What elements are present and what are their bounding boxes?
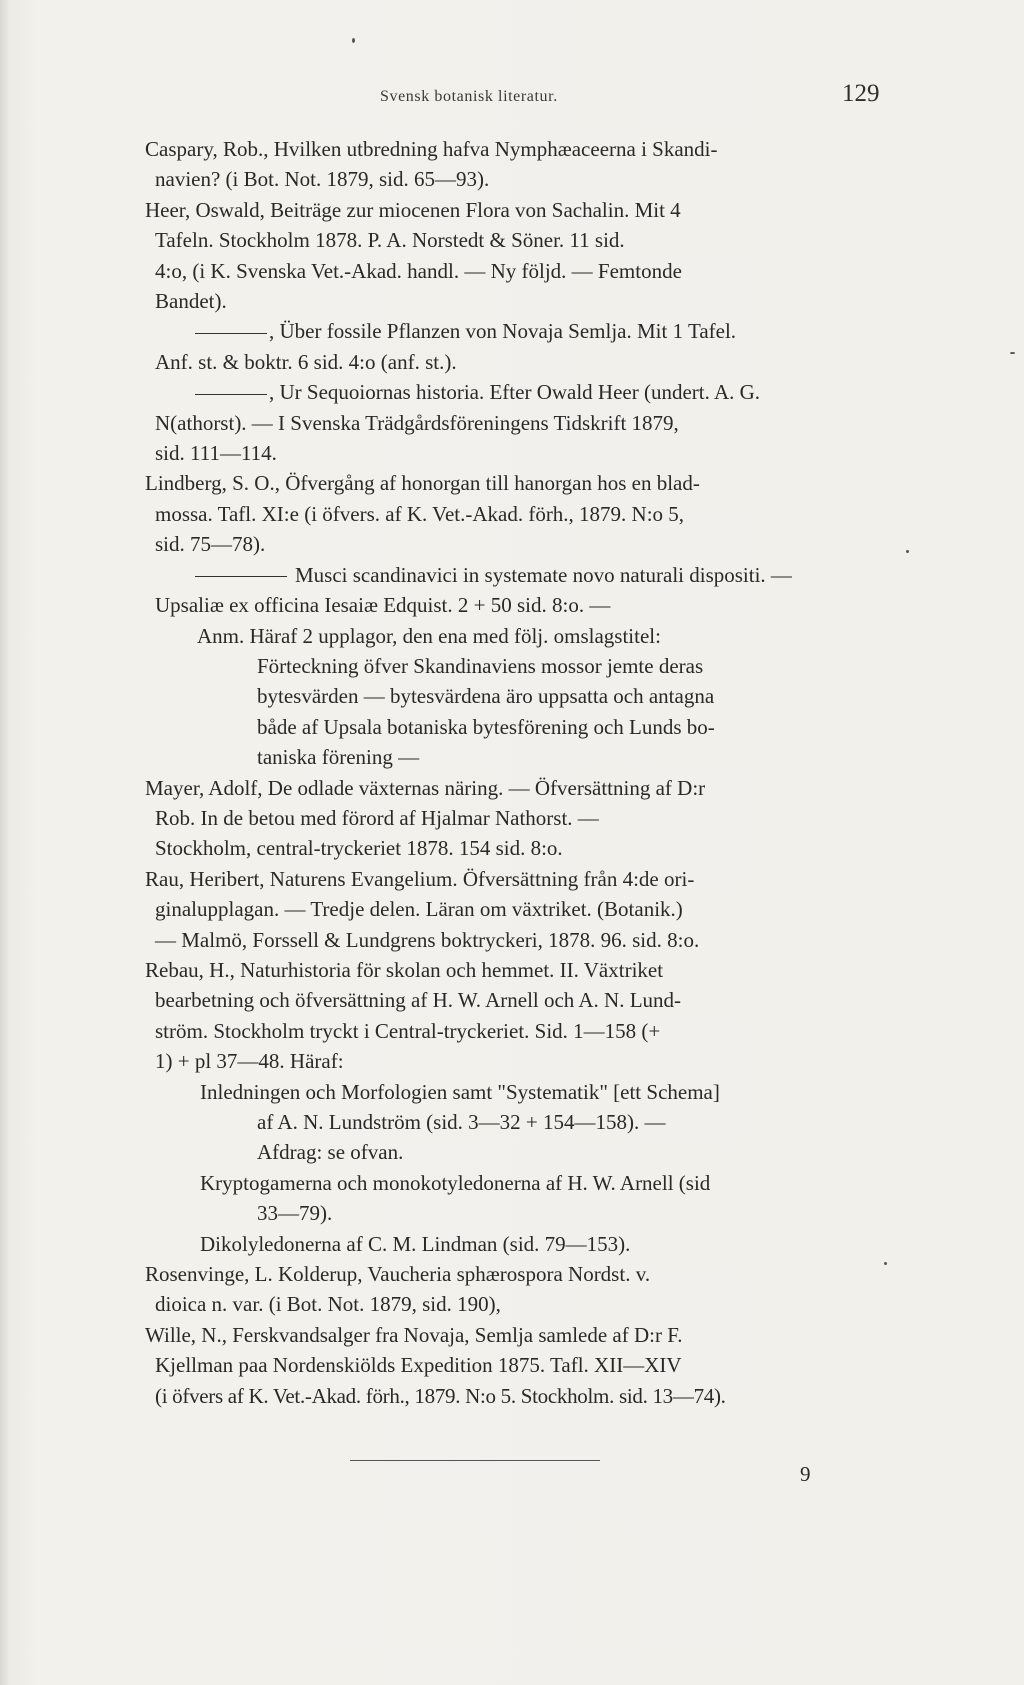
entry-line: Dikolyledonerna af C. M. Lindman (sid. 79—153). <box>200 1231 631 1256</box>
entry-rebau-kryptogamerna <box>145 1168 890 1229</box>
entry-line: bytesvärden — bytesvärdena äro uppsatta och antagna <box>257 684 715 709</box>
entry-line: ginalupplagan. — Tredje delen. Läran om växtriket. (Botanik.) <box>155 897 683 922</box>
entry-annotation <box>145 621 890 773</box>
entry-rebau <box>145 955 890 1077</box>
print-speck <box>1010 352 1015 354</box>
entry-line: både af Upsala botaniska bytesförening och Lunds bo- <box>257 714 715 739</box>
entry-line: Rau, Heribert, Naturens Evangelium. Öfversättning från 4:de ori- <box>145 866 695 891</box>
entry-rebau-dikolyledonerna <box>145 1229 890 1259</box>
entry-line-with-dash <box>145 316 890 346</box>
entry-line: dioica n. var. (i Bot. Not. 1879, sid. 190), <box>155 1292 501 1317</box>
bibliography-list <box>145 134 890 1411</box>
entry-line: Lindberg, S. O., Öfvergång af honorgan till hanorgan hos en blad- <box>145 471 700 496</box>
entry-line: Bandet). <box>155 289 227 314</box>
entry-line: 1) + pl 37—48. Häraf: <box>155 1049 344 1074</box>
entry-line: N(athorst). — I Svenska Trädgårdsföreningens Tidskrift 1879, <box>155 410 679 435</box>
entry-line: Musci scandinavici in systemate novo naturali dispositi. — <box>295 562 792 587</box>
entry-line: — Malmö, Forssell & Lundgrens boktryckeri, 1878. 96. sid. 8:o. <box>155 927 700 952</box>
entry-line: sid. 75—78). <box>155 532 266 557</box>
entry-line: mossa. Tafl. XI:e (i öfvers. af K. Vet.-Akad. förh., 1879. N:o 5, <box>155 501 685 526</box>
entry-rebau-inledningen <box>145 1077 890 1168</box>
entry-line: Mayer, Adolf, De odlade växternas näring. — Öfversättning af D:r <box>145 775 706 800</box>
entry-line: , Ur Sequoiornas historia. Efter Owald Heer (undert. A. G. <box>269 380 761 405</box>
ditto-dash <box>195 576 287 577</box>
entry-line: 4:o, (i K. Svenska Vet.-Akad. handl. — Ny följd. — Femtonde <box>155 258 682 283</box>
entry-line: Kryptogamerna och monokotyledonerna af H. W. Arnell (sid <box>200 1170 711 1195</box>
entry-line: Heer, Oswald, Beiträge zur miocenen Flora von Sachalin. Mit 4 <box>145 197 681 222</box>
running-title: Svensk botanisk literatur. <box>380 88 558 105</box>
entry-line: Tafeln. Stockholm 1878. P. A. Norstedt & Söner. 11 sid. <box>155 228 625 253</box>
page-number: 129 <box>842 80 880 107</box>
entry-line: Anf. st. & boktr. 6 sid. 4:o (anf. st.). <box>155 349 457 374</box>
entry-line: ström. Stockholm tryckt i Central-tryckeriet. Sid. 1—158 (+ <box>155 1018 661 1043</box>
entry-line: sid. 111—114. <box>155 441 277 466</box>
section-rule <box>350 1460 600 1461</box>
entry-rau <box>145 864 890 955</box>
entry-heer <box>145 195 890 317</box>
entry-heer-sequoiornas <box>145 377 890 468</box>
entry-line: (i öfvers af K. Vet.-Akad. förh., 1879. N:o 5. Stockholm. sid. 13—74). <box>155 1383 726 1408</box>
printer-signature: 9 <box>800 1462 811 1486</box>
entry-caspary <box>145 134 890 195</box>
entry-line: , Über fossile Pflanzen von Novaja Semlja. Mit 1 Tafel. <box>269 319 737 344</box>
print-speck <box>906 550 909 553</box>
entry-line: Upsaliæ ex officina Iesaiæ Edquist. 2 + 50 sid. 8:o. — <box>155 593 611 618</box>
entry-lindberg-musci <box>145 560 890 621</box>
entry-line: 33—79). <box>257 1201 333 1226</box>
ditto-dash <box>195 394 267 395</box>
entry-line: Inledningen och Morfologien samt "Systematik" [ett Schema] <box>200 1079 720 1104</box>
entry-mayer <box>145 773 890 864</box>
entry-line: Förteckning öfver Skandinaviens mossor jemte deras <box>257 653 704 678</box>
ditto-dash <box>195 333 267 334</box>
entry-line: bearbetning och öfversättning af H. W. Arnell och A. N. Lund- <box>155 988 682 1013</box>
entry-line: Anm. Häraf 2 upplagor, den ena med följ. omslagstitel: <box>197 623 661 648</box>
print-speck <box>352 38 355 43</box>
entry-line: Kjellman paa Nordenskiölds Expedition 1875. Tafl. XII—XIV <box>155 1353 682 1378</box>
entry-line: Afdrag: se ofvan. <box>257 1140 404 1165</box>
entry-line: Rebau, H., Naturhistoria för skolan och hemmet. II. Växtriket <box>145 957 664 982</box>
entry-line: Caspary, Rob., Hvilken utbredning hafva Nymphæaceerna i Skandi- <box>145 137 718 161</box>
entry-line: taniska förening — <box>257 745 420 770</box>
entry-line: Stockholm, central-tryckeriet 1878. 154 sid. 8:o. <box>155 836 563 861</box>
print-speck <box>884 1262 887 1265</box>
entry-line: Wille, N., Ferskvandsalger fra Novaja, Semlja samlede af D:r F. <box>145 1322 683 1347</box>
entry-rosenvinge <box>145 1259 890 1320</box>
entry-line: navien? (i Bot. Not. 1879, sid. 65—93). <box>155 167 490 192</box>
entry-wille <box>145 1320 890 1411</box>
entry-line-with-dash <box>145 377 890 407</box>
entry-line: af A. N. Lundström (sid. 3—32 + 154—158). — <box>257 1110 666 1134</box>
entry-heer-fossile <box>145 316 890 377</box>
entry-line: Rosenvinge, L. Kolderup, Vaucheria sphærospora Nordst. v. <box>145 1262 651 1287</box>
entry-line-with-dash <box>145 560 890 590</box>
entry-line: Rob. In de betou med förord af Hjalmar Nathorst. — <box>155 805 599 830</box>
entry-lindberg <box>145 468 890 559</box>
